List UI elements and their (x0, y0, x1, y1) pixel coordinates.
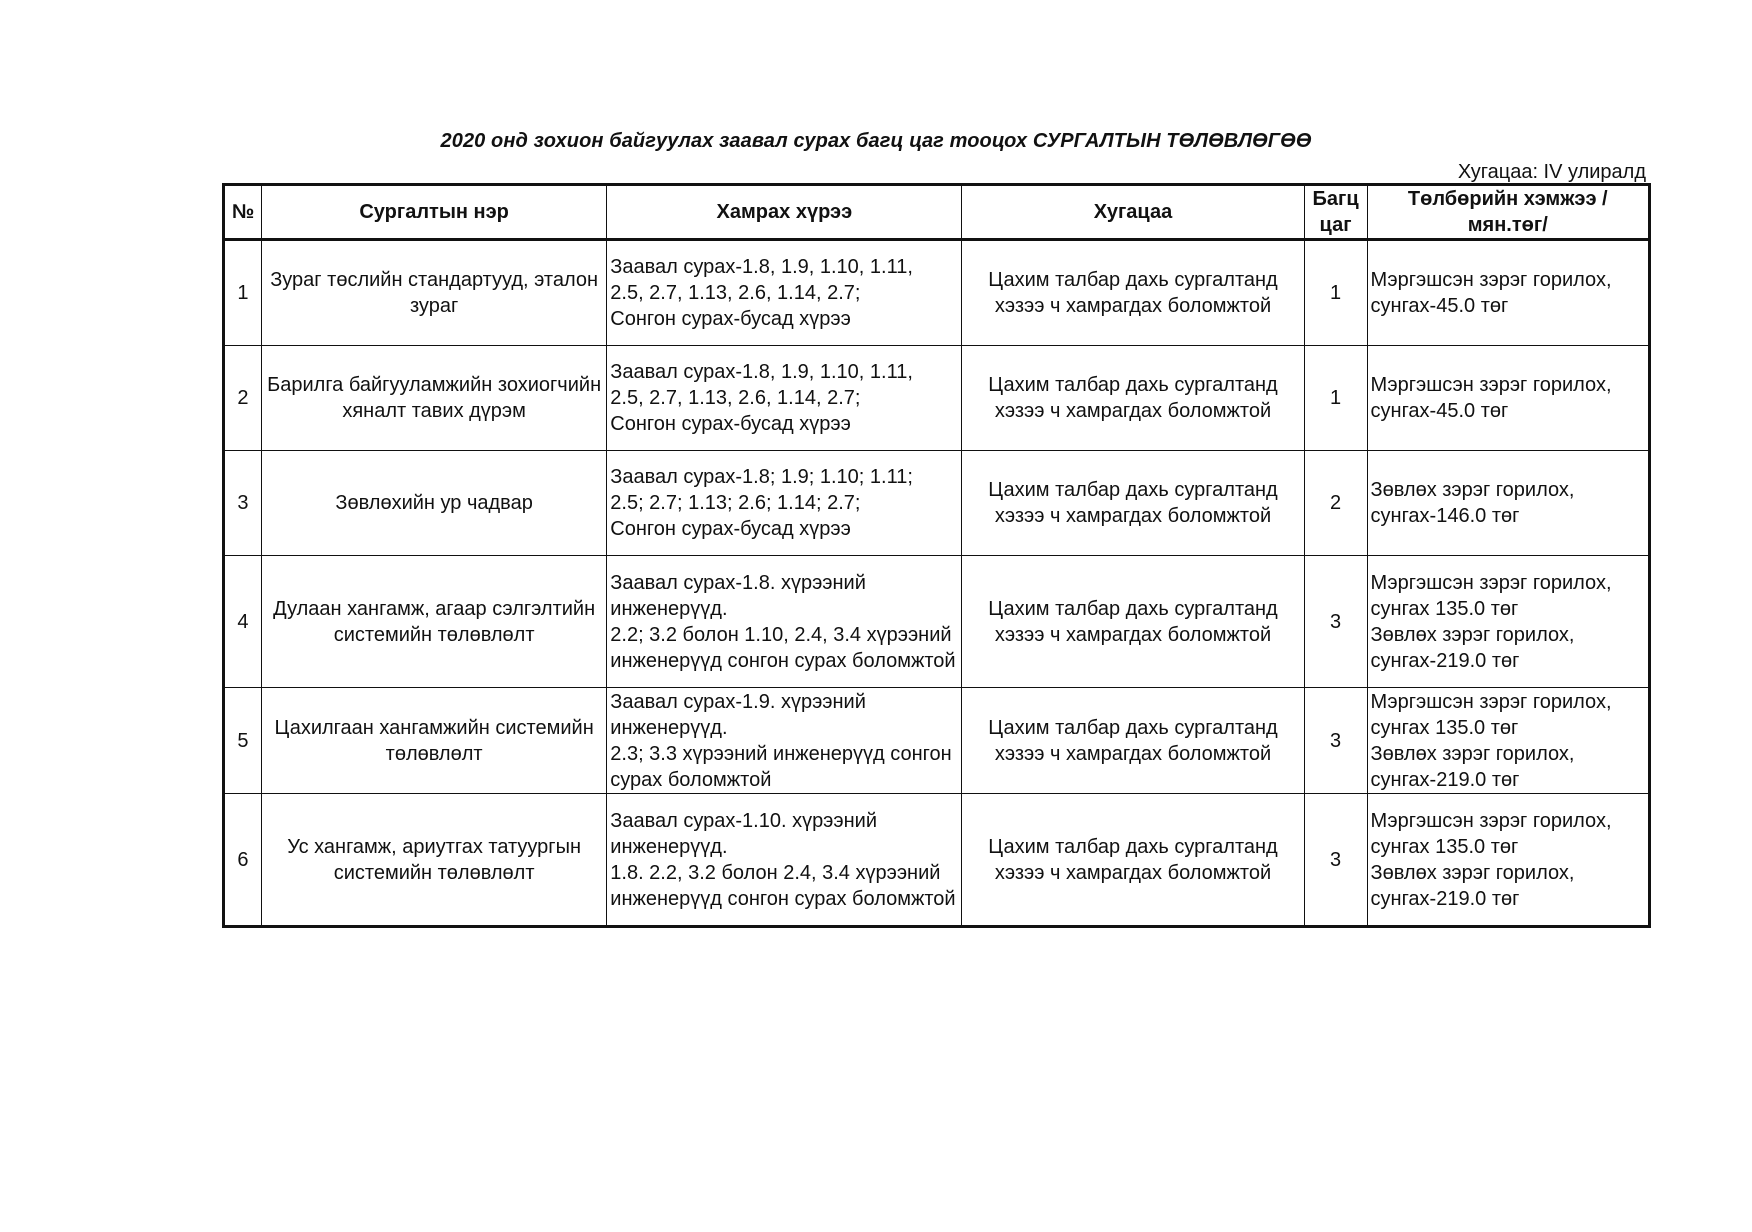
table-row (224, 451, 1650, 556)
training-name: Зөвлөхийн ур чадвар (261, 451, 606, 556)
training-duration: Цахим талбар дахь сургалтанд хэзээ ч хамрагдах боломжтой (962, 794, 1304, 927)
header-name: Сургалтын нэр (261, 185, 606, 240)
row-number: 2 (224, 346, 262, 451)
header-fee: Төлбөрийн хэмжээ /мян.төг/ (1367, 185, 1649, 240)
training-name: Цахилгаан хангамжийн системийн төлөвлөлт (261, 688, 606, 794)
header-hours: Багц цаг (1304, 185, 1367, 240)
training-name: Ус хангамж, ариутгах татуургын системийн төлөвлөлт (261, 794, 606, 927)
training-name: Дулаан хангамж, агаар сэлгэлтийн системийн төлөвлөлт (261, 556, 606, 688)
training-name: Барилга байгууламжийн зохиогчийн хяналт тавих дүрэм (261, 346, 606, 451)
training-name: Зураг төслийн стандартууд, эталон зураг (261, 240, 606, 346)
row-number: 4 (224, 556, 262, 688)
training-fee: Мэргэшсэн зэрэг горилох, сунгах 135.0 төг Зөвлөх зэрэг горилох, сунгах-219.0 төг (1367, 556, 1649, 688)
credit-hours: 1 (1304, 346, 1367, 451)
header-duration: Хугацаа (962, 185, 1304, 240)
training-fee: Мэргэшсэн зэрэг горилох, сунгах 135.0 төг Зөвлөх зэрэг горилох, сунгах-219.0 төг (1367, 794, 1649, 927)
training-duration: Цахим талбар дахь сургалтанд хэзээ ч хамрагдах боломжтой (962, 556, 1304, 688)
credit-hours: 3 (1304, 688, 1367, 794)
row-number: 1 (224, 240, 262, 346)
credit-hours: 1 (1304, 240, 1367, 346)
training-duration: Цахим талбар дахь сургалтанд хэзээ ч хамрагдах боломжтой (962, 688, 1304, 794)
training-duration: Цахим талбар дахь сургалтанд хэзээ ч хамрагдах боломжтой (962, 451, 1304, 556)
training-fee: Мэргэшсэн зэрэг горилох, сунгах-45.0 төг (1367, 346, 1649, 451)
duration-note: Хугацаа: IV улиралд (1457, 161, 1646, 183)
training-scope: Заавал сурах-1.8. хүрээний инженерүүд. 2.2; 3.2 болон 1.10, 2.4, 3.4 хүрээний инженерүүд сонгон сурах боломжтой (607, 556, 962, 688)
training-scope: Заавал сурах-1.10. хүрээний инженерүүд. 1.8. 2.2, 3.2 болон 2.4, 3.4 хүрээний инженерүүд сонгон сурах боломжтой (607, 794, 962, 927)
training-fee: Мэргэшсэн зэрэг горилох, сунгах-45.0 төг (1367, 240, 1649, 346)
training-duration: Цахим талбар дахь сургалтанд хэзээ ч хамрагдах боломжтой (962, 240, 1304, 346)
credit-hours: 3 (1304, 794, 1367, 927)
table-row (224, 240, 1650, 346)
training-scope: Заавал сурах-1.8; 1.9; 1.10; 1.11; 2.5; 2.7; 1.13; 2.6; 1.14; 2.7; Сонгон сурах-бусад хүрээ (607, 451, 962, 556)
header-scope: Хамрах хүрээ (607, 185, 962, 240)
training-scope: Заавал сурах-1.8, 1.9, 1.10, 1.11, 2.5, 2.7, 1.13, 2.6, 1.14, 2.7; Сонгон сурах-бусад хүрээ (607, 240, 962, 346)
row-number: 6 (224, 794, 262, 927)
training-duration: Цахим талбар дахь сургалтанд хэзээ ч хамрагдах боломжтой (962, 346, 1304, 451)
document-title: 2020 онд зохион байгуулах заавал сурах багц цаг тооцох СУРГАЛТЫН ТӨЛӨВЛӨГӨӨ (440, 130, 1312, 152)
table-row (224, 346, 1650, 451)
training-scope: Заавал сурах-1.9. хүрээний инженерүүд. 2.3; 3.3 хүрээний инженерүүд сонгон сурах боломжтой (607, 688, 962, 794)
training-fee: Зөвлөх зэрэг горилох, сунгах-146.0 төг (1367, 451, 1649, 556)
row-number: 3 (224, 451, 262, 556)
row-number: 5 (224, 688, 262, 794)
credit-hours: 2 (1304, 451, 1367, 556)
training-scope: Заавал сурах-1.8, 1.9, 1.10, 1.11, 2.5, 2.7, 1.13, 2.6, 1.14, 2.7; Сонгон сурах-бусад хүрээ (607, 346, 962, 451)
table-row (224, 794, 1650, 927)
table-row (224, 688, 1650, 794)
table-header-row (224, 185, 1650, 240)
credit-hours: 3 (1304, 556, 1367, 688)
header-num: № (224, 185, 262, 240)
table-row (224, 556, 1650, 688)
training-fee: Мэргэшсэн зэрэг горилох, сунгах 135.0 төг Зөвлөх зэрэг горилох, сунгах-219.0 төг (1367, 688, 1649, 794)
training-plan-table (222, 183, 1651, 928)
